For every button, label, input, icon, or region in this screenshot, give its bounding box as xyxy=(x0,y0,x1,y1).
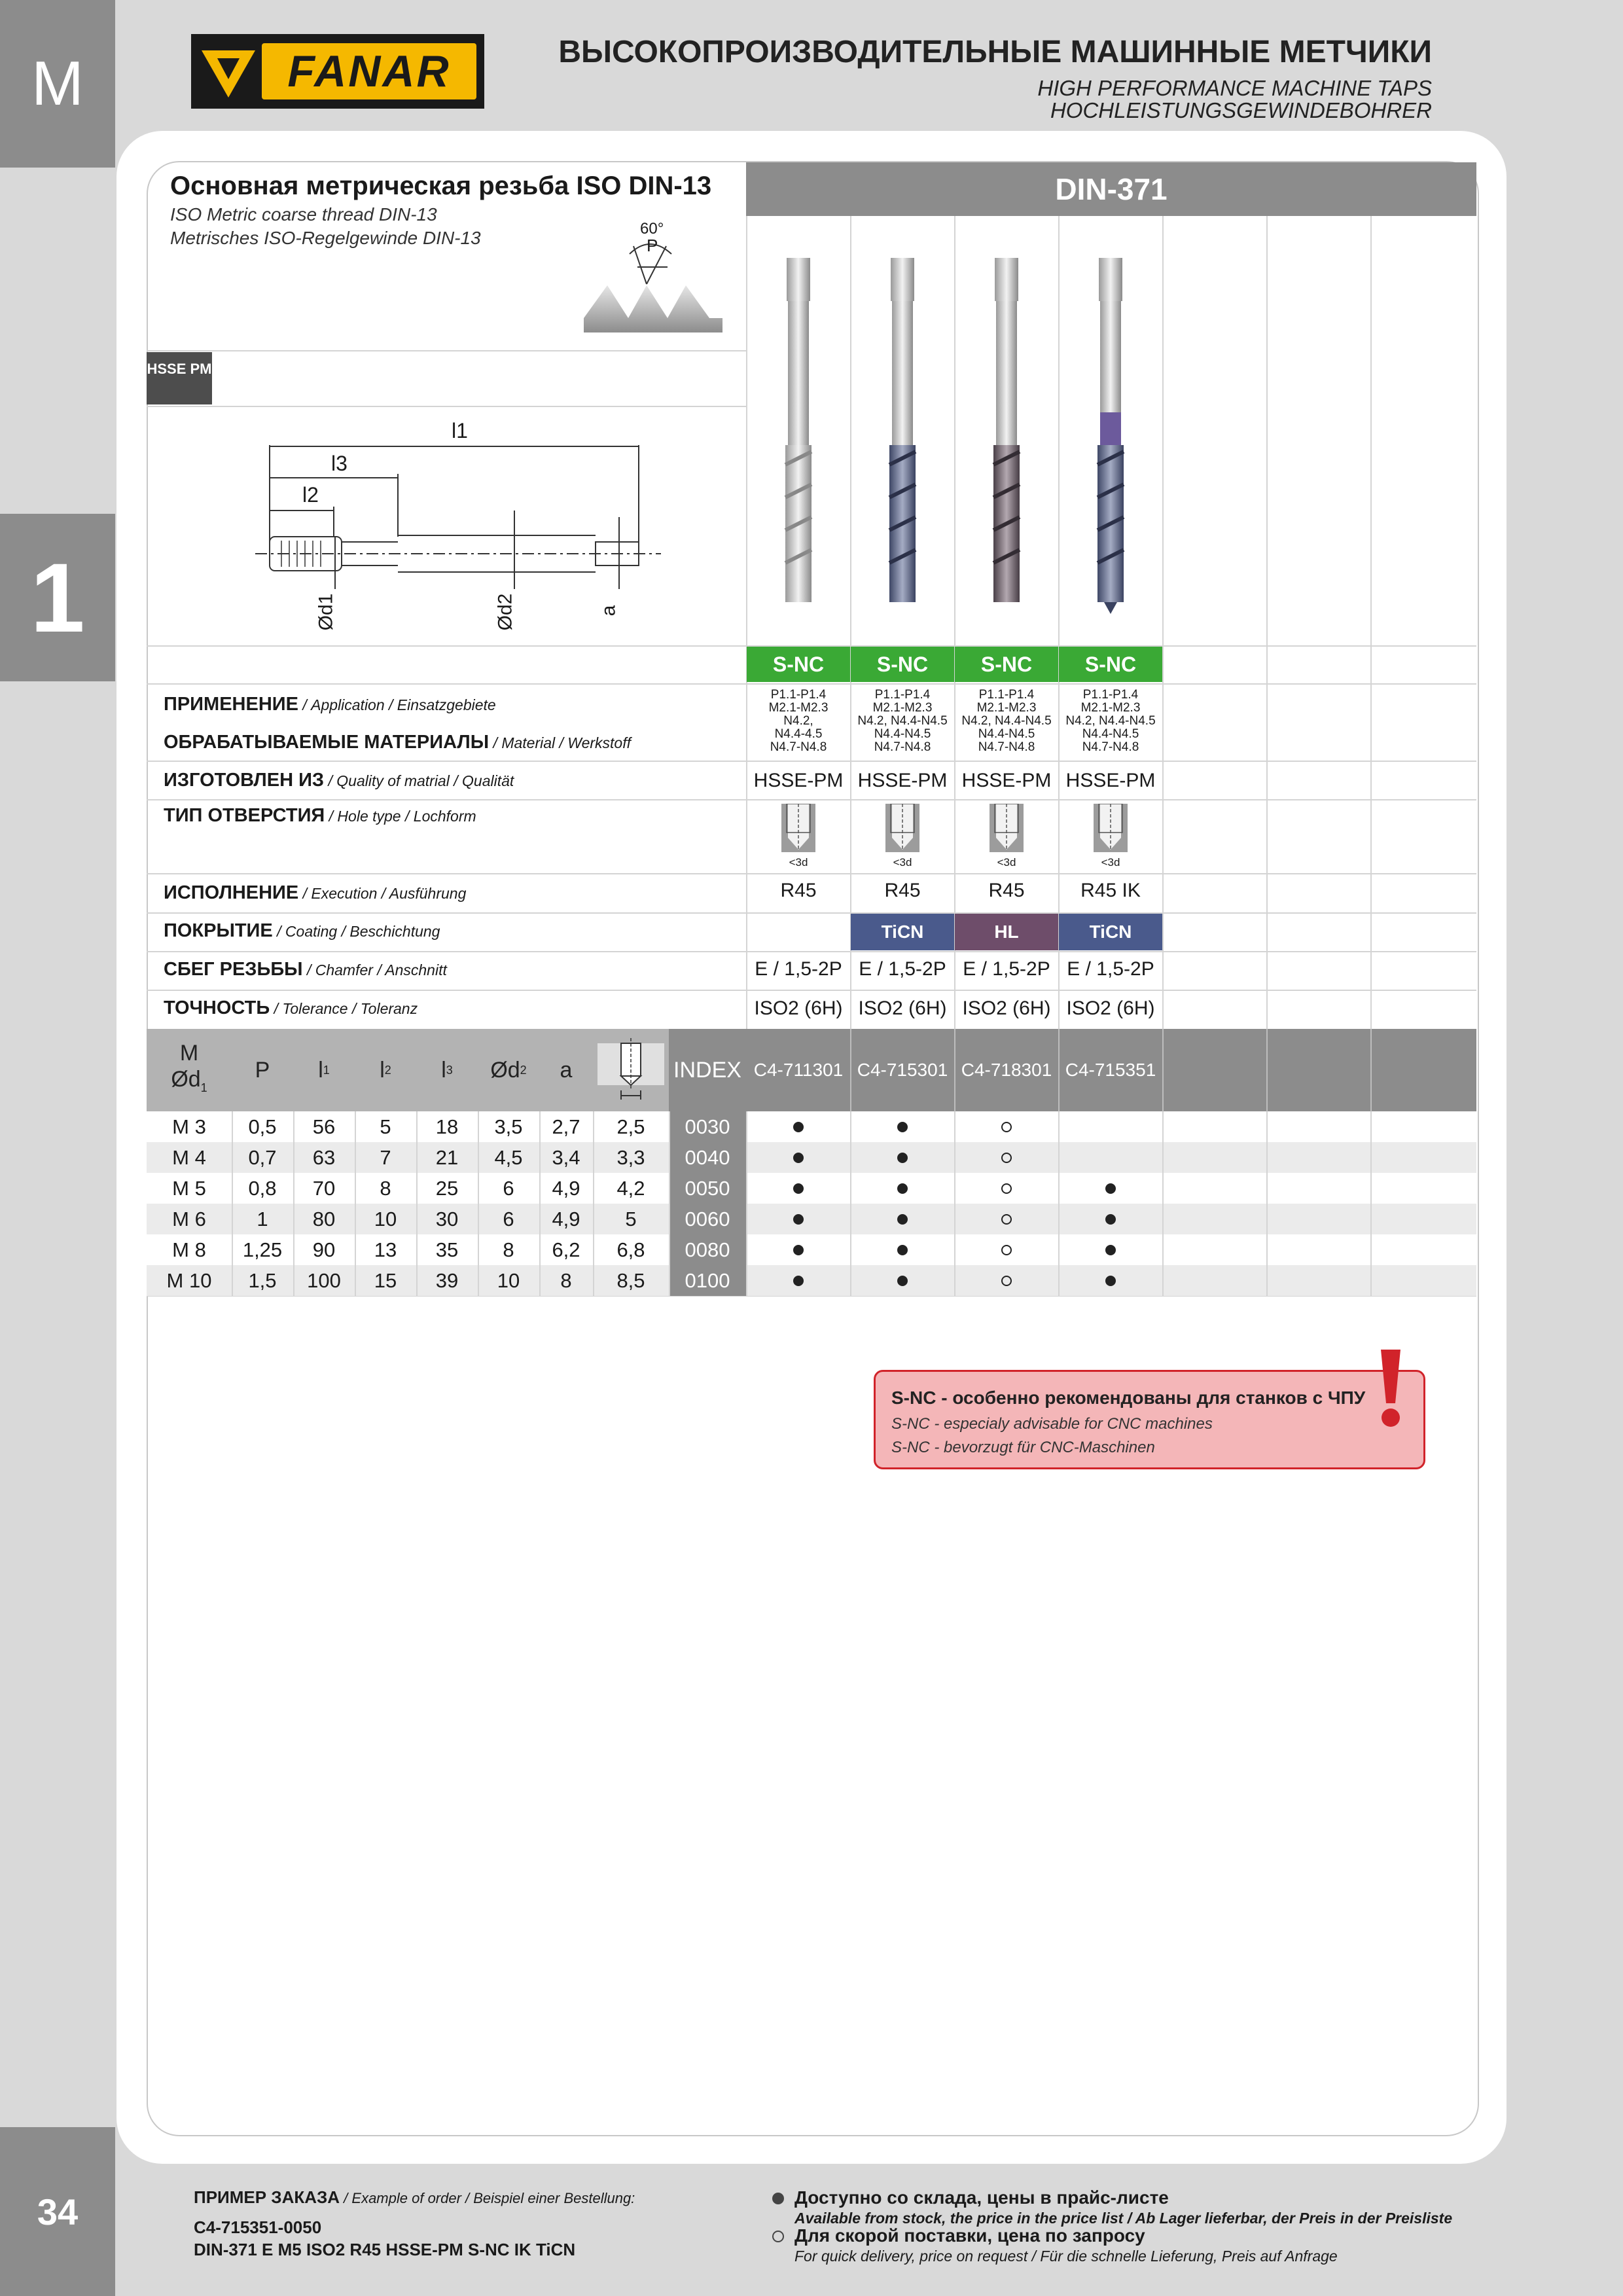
cell-drill: 4,2 xyxy=(616,1176,645,1200)
availability-cell xyxy=(955,1111,1058,1142)
thread-title: Основная метрическая резьба ISO DIN-13 xyxy=(170,171,712,200)
availability-cell xyxy=(851,1204,954,1234)
tap-image-4 xyxy=(1091,255,1130,615)
on-order-ring-icon xyxy=(1001,1122,1012,1132)
cell-m: M 6 xyxy=(172,1207,206,1230)
dim-l3: l3 xyxy=(331,452,348,475)
cell-m: M 3 xyxy=(172,1115,206,1138)
availability-cell xyxy=(747,1204,850,1234)
label-tolerance: ТОЧНОСТЬ / Tolerance / Toleranz xyxy=(164,997,418,1018)
cell-p: 1,5 xyxy=(248,1268,277,1292)
tool-2-code: C4-715301 xyxy=(857,1060,948,1080)
fanar-logo xyxy=(191,34,484,109)
cell-l3: 21 xyxy=(435,1145,459,1169)
tool-4-type-badge: S-NC xyxy=(1059,647,1162,682)
tool-3-hole-icon: <3d xyxy=(990,804,1024,870)
cell-l3: 25 xyxy=(435,1176,459,1200)
thread-angle-label: 60° xyxy=(640,220,664,238)
tool-4-code: C4-715351 xyxy=(1065,1060,1156,1080)
cell-p: 0,5 xyxy=(248,1115,277,1138)
tool-1-tolerance: ISO2 (6H) xyxy=(754,997,843,1019)
availability-cell xyxy=(851,1111,954,1142)
cell-index: 0060 xyxy=(669,1204,746,1234)
tool-1-code: C4-711301 xyxy=(753,1060,844,1080)
logo-wordmark: FANAR xyxy=(262,43,476,99)
tool-1-hole-icon: <3d xyxy=(781,804,815,870)
note-text-de: S-NC - bevorzugt für CNC-Maschinen xyxy=(891,1439,1155,1456)
cell-l2: 7 xyxy=(380,1145,391,1169)
availability-cell xyxy=(747,1173,850,1204)
cell-a: 4,9 xyxy=(552,1176,580,1200)
availability-cell xyxy=(747,1265,850,1296)
col-header-l2: l 2 xyxy=(380,1058,391,1083)
exclamation-icon xyxy=(1376,1346,1406,1431)
tool-3-code: C4-718301 xyxy=(961,1060,1052,1080)
order-example-label: ПРИМЕР ЗАКАЗА / Example of order / Beispiel einer Bestellung: xyxy=(194,2187,635,2207)
section-letter-tab: M xyxy=(0,0,115,168)
page-title-en: HIGH PERFORMANCE MACHINE TAPS xyxy=(1037,76,1432,100)
cnc-recommendation-note xyxy=(874,1370,1425,1469)
cell-l3: 39 xyxy=(435,1268,459,1292)
thread-subtitle-de: Metrisches ISO-Regelgewinde DIN-13 xyxy=(170,228,481,248)
in-stock-dot-icon xyxy=(897,1122,908,1132)
tool-1-chamfer: E / 1,5-2P xyxy=(755,958,842,980)
page-title-de: HOCHLEISTUNGSGEWINDEBOHRER xyxy=(1050,98,1432,122)
tool-4-materials: P1.1-P1.4 M2.1-M2.3 N4.2, N4.4-N4.5 N4.4-N4.5 N4.7-N4.8 xyxy=(1065,688,1156,754)
legend-stock-dot-icon xyxy=(772,2193,784,2204)
label-application: ПРИМЕНЕНИЕ / Application / Einsatzgebiete xyxy=(164,694,496,715)
cell-l3: 30 xyxy=(435,1207,459,1230)
col-header-index: INDEX xyxy=(669,1029,746,1111)
tool-3-type-badge: S-NC xyxy=(955,647,1058,682)
in-stock-dot-icon xyxy=(1105,1214,1116,1225)
cell-m: M 10 xyxy=(166,1268,212,1292)
availability-cell xyxy=(747,1142,850,1173)
dim-a: a xyxy=(597,605,620,617)
in-stock-dot-icon xyxy=(897,1214,908,1225)
dim-l2: l2 xyxy=(302,483,319,507)
section-number-tab: 1 xyxy=(0,514,115,681)
in-stock-dot-icon xyxy=(1105,1245,1116,1255)
cell-d2: 4,5 xyxy=(494,1145,523,1169)
cell-drill: 6,8 xyxy=(616,1238,645,1261)
tap-image-2 xyxy=(883,255,922,609)
availability-cell xyxy=(747,1234,850,1265)
legend-order-sub: For quick delivery, price on request / Für die schnelle Lieferung, Preis auf Anfrage xyxy=(794,2248,1338,2265)
tool-2-chamfer: E / 1,5-2P xyxy=(859,958,946,980)
availability-cell xyxy=(1059,1234,1162,1265)
thread-pitch-label: P xyxy=(647,236,658,255)
note-text-ru: S-NC - особенно рекомендованы для станков с ЧПУ xyxy=(891,1388,1366,1408)
cell-m: M 5 xyxy=(172,1176,206,1200)
tap-image-1 xyxy=(779,255,818,609)
in-stock-dot-icon xyxy=(1105,1183,1116,1194)
cell-l1: 70 xyxy=(312,1176,336,1200)
col-header-l1: l 1 xyxy=(318,1058,330,1083)
label-coating: ПОКРЫТИЕ / Coating / Beschichtung xyxy=(164,920,440,941)
on-order-ring-icon xyxy=(1001,1153,1012,1163)
tool-4-tolerance: ISO2 (6H) xyxy=(1066,997,1155,1019)
in-stock-dot-icon xyxy=(793,1245,804,1255)
in-stock-dot-icon xyxy=(793,1153,804,1163)
cell-l1: 80 xyxy=(312,1207,336,1230)
tool-4-chamfer: E / 1,5-2P xyxy=(1067,958,1154,980)
cell-d2: 6 xyxy=(503,1207,514,1230)
cell-l2: 10 xyxy=(374,1207,397,1230)
tool-2-coating: TiCN xyxy=(851,914,954,950)
cell-d2: 10 xyxy=(497,1268,520,1292)
order-example-spec: DIN-371 E M5 ISO2 R45 HSSE-PM S-NC IK TiCN xyxy=(194,2240,576,2259)
tool-3-quality: HSSE-PM xyxy=(961,770,1052,791)
in-stock-dot-icon xyxy=(897,1245,908,1255)
tool-1-execution: R45 xyxy=(780,880,817,901)
cell-l1: 90 xyxy=(312,1238,336,1261)
cell-m: M 4 xyxy=(172,1145,206,1169)
thread-subtitle-en: ISO Metric coarse thread DIN-13 xyxy=(170,204,437,224)
tool-4-coating: TiCN xyxy=(1059,914,1162,950)
cell-a: 6,2 xyxy=(552,1238,580,1261)
cell-l2: 13 xyxy=(374,1238,397,1261)
cell-d2: 3,5 xyxy=(494,1115,523,1138)
col-header-p: P xyxy=(255,1058,270,1083)
cell-l3: 18 xyxy=(435,1115,459,1138)
availability-cell xyxy=(955,1234,1058,1265)
tool-1-type-badge: S-NC xyxy=(747,647,850,682)
order-example-code: C4-715351-0050 xyxy=(194,2217,322,2237)
cell-a: 3,4 xyxy=(552,1145,580,1169)
cell-l2: 8 xyxy=(380,1176,391,1200)
in-stock-dot-icon xyxy=(793,1276,804,1286)
logo-mark-icon xyxy=(199,41,258,101)
cell-l1: 100 xyxy=(307,1268,341,1292)
tool-2-execution: R45 xyxy=(884,880,921,901)
cell-a: 4,9 xyxy=(552,1207,580,1230)
cell-l2: 5 xyxy=(380,1115,391,1138)
tool-4-execution: R45 IK xyxy=(1080,880,1141,901)
dim-l1: l1 xyxy=(452,419,468,442)
legend-stock-sub: Available from stock, the price in the price list / Ab Lager lieferbar, der Preis in der Preisliste xyxy=(794,2210,1453,2227)
col-header-l3: l 3 xyxy=(441,1058,453,1083)
tool-1-quality: HSSE-PM xyxy=(753,770,844,791)
in-stock-dot-icon xyxy=(1105,1276,1116,1286)
availability-cell xyxy=(851,1234,954,1265)
standard-header: DIN-371 xyxy=(746,162,1476,216)
dim-d2: Ød2 xyxy=(494,593,516,631)
in-stock-dot-icon xyxy=(897,1153,908,1163)
on-order-ring-icon xyxy=(1001,1276,1012,1286)
availability-cell xyxy=(1059,1173,1162,1204)
tool-3-execution: R45 xyxy=(988,880,1025,901)
legend-order-ring-icon xyxy=(772,2231,784,2242)
tool-1-materials: P1.1-P1.4 M2.1-M2.3 N4.2, N4.4-4.5 N4.7-N4.8 xyxy=(768,688,829,754)
label-chamfer: СБЕГ РЕЗЬБЫ / Chamfer / Anschnitt xyxy=(164,959,447,980)
cell-d2: 6 xyxy=(503,1176,514,1200)
availability-cell xyxy=(851,1173,954,1204)
in-stock-dot-icon xyxy=(793,1122,804,1132)
cell-drill: 3,3 xyxy=(616,1145,645,1169)
availability-cell xyxy=(1059,1265,1162,1296)
on-order-ring-icon xyxy=(1001,1183,1012,1194)
tool-4-quality: HSSE-PM xyxy=(1065,770,1156,791)
col-header-d2: Ød 2 xyxy=(490,1058,527,1083)
cell-p: 1,25 xyxy=(242,1238,283,1261)
cell-d2: 8 xyxy=(503,1238,514,1261)
tap-image-3 xyxy=(987,255,1026,609)
cell-l1: 63 xyxy=(312,1145,336,1169)
legend-stock-title: Доступно со склада, цены в прайс-листе xyxy=(794,2187,1169,2208)
cell-l2: 15 xyxy=(374,1268,397,1292)
cell-index: 0030 xyxy=(669,1111,746,1142)
label-hole-type: ТИП ОТВЕРСТИЯ / Hole type / Lochform xyxy=(164,805,476,826)
tap-dimension-drawing xyxy=(255,419,674,641)
cell-a: 8 xyxy=(560,1268,572,1292)
col-header-a: a xyxy=(560,1058,573,1083)
in-stock-dot-icon xyxy=(793,1214,804,1225)
cell-index: 0050 xyxy=(669,1173,746,1204)
tool-2-quality: HSSE-PM xyxy=(857,770,948,791)
cell-p: 1 xyxy=(257,1207,268,1230)
in-stock-dot-icon xyxy=(897,1276,908,1286)
tool-3-materials: P1.1-P1.4 M2.1-M2.3 N4.2, N4.4-N4.5 N4.4-N4.5 N4.7-N4.8 xyxy=(961,688,1052,754)
availability-cell xyxy=(1059,1142,1162,1173)
dim-d1: Ød1 xyxy=(315,593,337,631)
cell-a: 2,7 xyxy=(552,1115,580,1138)
material-badge: HSSE PM xyxy=(147,352,212,404)
cell-l1: 56 xyxy=(312,1115,336,1138)
availability-cell xyxy=(851,1142,954,1173)
in-stock-dot-icon xyxy=(793,1183,804,1194)
cell-p: 0,8 xyxy=(248,1176,277,1200)
availability-cell xyxy=(851,1265,954,1296)
tool-4-hole-icon: <3d xyxy=(1094,804,1128,870)
tool-3-tolerance: ISO2 (6H) xyxy=(962,997,1051,1019)
cell-index: 0040 xyxy=(669,1142,746,1173)
note-text-en: S-NC - especialy advisable for CNC machines xyxy=(891,1415,1213,1433)
availability-cell xyxy=(955,1265,1058,1296)
drill-hole-icon xyxy=(593,1029,669,1111)
legend-order-title: Для скорой поставки, цена по запросу xyxy=(794,2225,1145,2246)
tool-2-hole-icon: <3d xyxy=(885,804,919,870)
cell-drill: 5 xyxy=(625,1207,637,1230)
on-order-ring-icon xyxy=(1001,1245,1012,1255)
availability-cell xyxy=(955,1204,1058,1234)
availability-cell xyxy=(955,1173,1058,1204)
availability-cell xyxy=(1059,1204,1162,1234)
tool-2-materials: P1.1-P1.4 M2.1-M2.3 N4.2, N4.4-N4.5 N4.4-N4.5 N4.7-N4.8 xyxy=(857,688,948,754)
tool-2-type-badge: S-NC xyxy=(851,647,954,682)
page-number: 34 xyxy=(0,2127,115,2296)
availability-cell xyxy=(955,1142,1058,1173)
cell-m: M 8 xyxy=(172,1238,206,1261)
tool-3-chamfer: E / 1,5-2P xyxy=(963,958,1050,980)
cell-drill: 2,5 xyxy=(616,1115,645,1138)
in-stock-dot-icon xyxy=(897,1183,908,1194)
cell-drill: 8,5 xyxy=(616,1268,645,1292)
cell-l3: 35 xyxy=(435,1238,459,1261)
cell-p: 0,7 xyxy=(248,1145,277,1169)
label-materials: ОБРАБАТЫВАЕМЫЕ МАТЕРИАЛЫ / Material / Werkstoff xyxy=(164,732,632,753)
thread-profile-icon xyxy=(581,220,725,335)
label-execution: ИСПОЛНЕНИЕ / Execution / Ausführung xyxy=(164,882,467,903)
tool-2-tolerance: ISO2 (6H) xyxy=(858,997,947,1019)
cell-index: 0100 xyxy=(669,1265,746,1296)
col-header-m: M $Ød_1$ xyxy=(171,1040,207,1094)
availability-cell xyxy=(1059,1111,1162,1142)
page-title-ru: ВЫСОКОПРОИЗВОДИТЕЛЬНЫЕ МАШИННЫЕ МЕТЧИКИ xyxy=(558,35,1432,69)
availability-cell xyxy=(747,1111,850,1142)
on-order-ring-icon xyxy=(1001,1214,1012,1225)
label-quality: ИЗГОТОВЛЕН ИЗ / Quality of matrial / Qualität xyxy=(164,770,514,791)
tool-3-coating: HL xyxy=(955,914,1058,950)
cell-index: 0080 xyxy=(669,1234,746,1265)
